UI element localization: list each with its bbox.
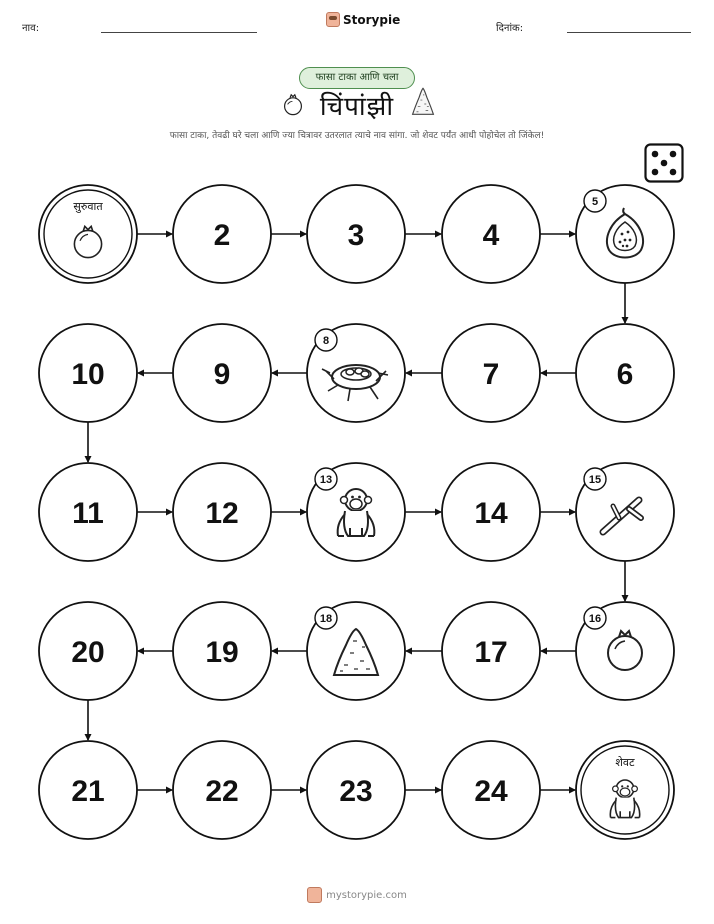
board-cell-17[interactable]: [442, 602, 540, 700]
board-cell-7[interactable]: [442, 324, 540, 422]
board-cell-20[interactable]: [39, 602, 137, 700]
board-cell-21[interactable]: [39, 741, 137, 839]
footer: [0, 887, 714, 903]
finish-label: शेवट: [615, 756, 635, 769]
board-cell-24[interactable]: [442, 741, 540, 839]
board-cell-15[interactable]: [576, 463, 674, 561]
board-cell-1[interactable]: [39, 185, 137, 283]
board-cell-5[interactable]: [576, 185, 674, 283]
cell-number: 13: [319, 474, 333, 486]
cell-number: 19: [205, 636, 239, 669]
cell-number: 2: [213, 219, 231, 252]
board-cell-16[interactable]: [576, 602, 674, 700]
cell-number: 8: [322, 335, 330, 347]
date-label: दिनांक:: [496, 23, 524, 34]
page-title: चिंपांझी: [319, 92, 395, 122]
board-cell-25[interactable]: [576, 741, 674, 839]
board-cell-18[interactable]: [307, 602, 405, 700]
storypie-logo-icon: [307, 887, 322, 903]
board-cell-14[interactable]: [442, 463, 540, 561]
cell-number: 4: [482, 219, 500, 252]
board-cell-2[interactable]: [173, 185, 271, 283]
cell-number: 14: [474, 497, 508, 530]
board-cell-6[interactable]: [576, 324, 674, 422]
board-cell-3[interactable]: [307, 185, 405, 283]
cell-number: 12: [205, 497, 239, 530]
start-label: सुरुवात: [73, 200, 103, 213]
cell-number: 11: [72, 497, 104, 530]
cell-number: 22: [205, 775, 239, 808]
cell-number: 10: [71, 358, 105, 391]
cell-number: 16: [588, 613, 602, 625]
cell-number: 20: [71, 636, 105, 669]
board-cell-19[interactable]: [173, 602, 271, 700]
board-cell-4[interactable]: [442, 185, 540, 283]
cell-number: 3: [347, 219, 365, 252]
board-cell-13[interactable]: [307, 463, 405, 561]
footer-site: mystorypie.com: [326, 889, 407, 901]
brand-name: Storypie: [343, 12, 401, 27]
cell-number: 6: [616, 358, 634, 391]
cell-number: 18: [319, 613, 333, 625]
cell-number: 9: [213, 358, 231, 391]
board-cell-8[interactable]: [307, 324, 405, 422]
board-cell-10[interactable]: [39, 324, 137, 422]
board-cell-9[interactable]: [173, 324, 271, 422]
board-cell-23[interactable]: [307, 741, 405, 839]
name-label: नाव:: [22, 23, 40, 34]
board-cell-12[interactable]: [173, 463, 271, 561]
cell-number: 23: [339, 775, 373, 808]
game-type-badge: फासा टाका आणि चला: [299, 67, 415, 89]
cell-number: 15: [588, 474, 602, 486]
instructions-text: फासा टाका, तेवढी घरे चला आणि ज्या चित्रावर उतरलात त्याचे नाव सांगा. जो शेवट पर्यंत आधी पोहोचेल तो जिंकेल!: [169, 131, 545, 141]
cell-number: 7: [482, 358, 500, 391]
cell-number: 17: [474, 636, 508, 669]
board-cell-22[interactable]: [173, 741, 271, 839]
cell-number: 5: [591, 196, 599, 208]
board-cell-11[interactable]: [39, 463, 137, 561]
cell-number: 21: [71, 775, 105, 808]
cell-number: 24: [474, 775, 508, 808]
